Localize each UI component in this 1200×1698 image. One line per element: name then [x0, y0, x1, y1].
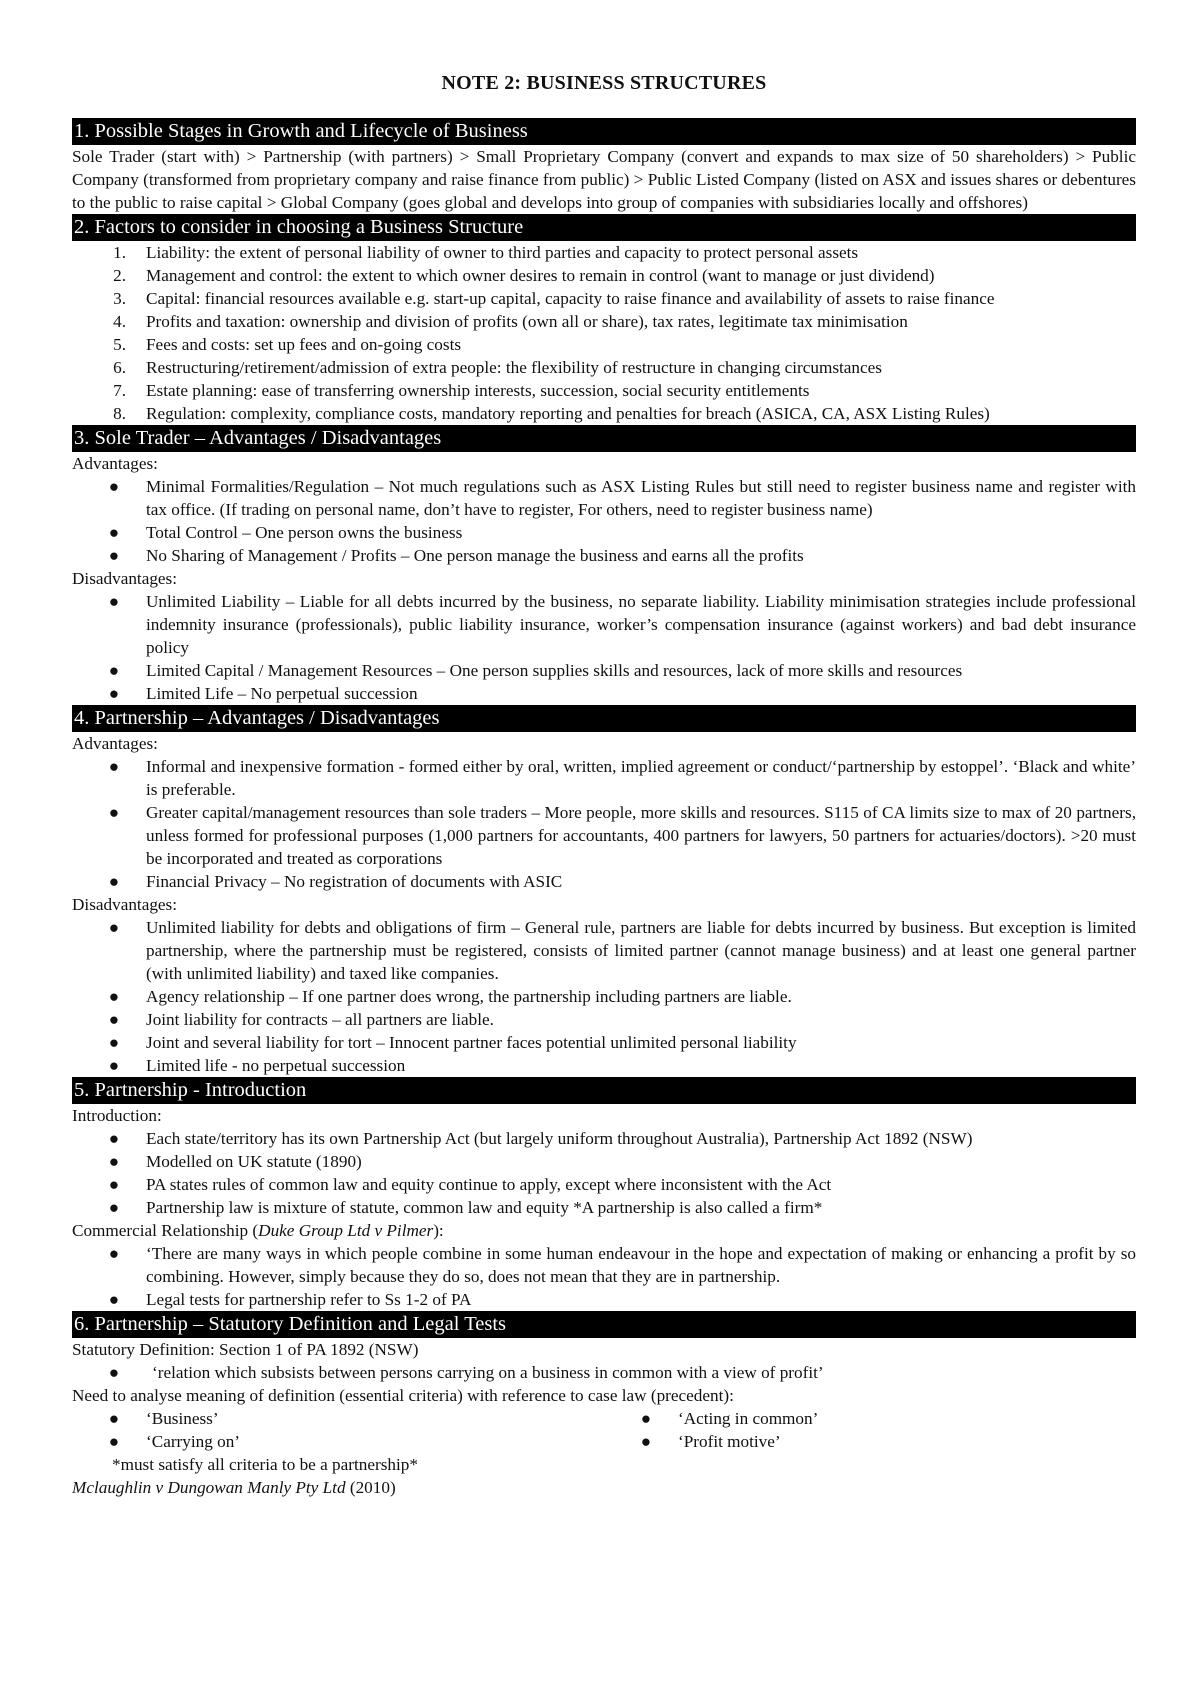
bullet-icon: ●	[108, 661, 120, 680]
introduction-label: Introduction:	[72, 1106, 162, 1125]
page-title: NOTE 2: BUSINESS STRUCTURES	[441, 72, 767, 94]
list-item: ● Each state/territory has its own Partnership Act (but largely uniform throughout Australia), Partnership Act 1892 (NSW)	[108, 1129, 973, 1148]
list-item: ● Greater capital/management resources than sole traders – More people, more skills and resources. S115 of CA limits size to max of 20 partners, unless formed for professional purposes (1,000 partners for accountants, 400 partners for lawyers, 50 partners for actuaries/doctors). >20 must be incorporated and treated as corporations	[108, 803, 1136, 868]
commercial-relationship-list	[72, 1242, 1136, 1311]
advantages-label: Advantages:	[72, 454, 158, 473]
list-item: ● Financial Privacy – No registration of documents with ASIC	[108, 872, 563, 891]
list-item: ● Unlimited Liability – Liable for all debts incurred by the business, no separate liability. Liability minimisation strategies include professional indemnity insurance (professionals), public liability insurance, worker’s compensation insurance (against workers) and bad debt insurance policy	[108, 592, 1136, 657]
list-item: ● Minimal Formalities/Regulation – Not much regulations such as ASX Listing Rules but still need to register business name and register with tax office. (If trading on personal name, don’t have to register, For others, need to register business name)	[108, 477, 1136, 519]
list-item: ● Limited Capital / Management Resources – One person supplies skills and resources, lack of more skills and resources	[108, 661, 963, 680]
list-item: ● No Sharing of Management / Profits – One person manage the business and earns all the profits	[108, 546, 804, 565]
bullet-icon: ●	[108, 684, 120, 703]
factor-item: 6. Restructuring/retirement/admission of extra people: the flexibility of restructure in changing circumstances	[113, 358, 882, 377]
section-1-header: 1. Possible Stages in Growth and Lifecycle of Business	[72, 118, 1136, 145]
case-name: Duke Group Ltd v Pilmer	[258, 1221, 434, 1240]
document-page	[72, 70, 1136, 1499]
section-5-header: 5. Partnership - Introduction	[72, 1077, 1136, 1104]
statutory-definition-list	[72, 1361, 1136, 1384]
bullet-icon: ●	[640, 1432, 652, 1451]
bullet-icon: ●	[108, 1010, 120, 1029]
list-item: ● Limited life - no perpetual succession	[108, 1056, 406, 1075]
bullet-icon: ●	[108, 523, 120, 542]
bullet-icon: ●	[108, 1152, 120, 1171]
section-1-text: Sole Trader (start with) > Partnership (with partners) > Small Proprietary Company (convert and expands to max size of 50 shareholders) > Public Company (transformed from proprietary company and raise finance from public) > Public Listed Company (listed on ASX and issues shares or debentures to the public to raise capital > Global Company (goes global and develops into group of companies with subsidiaries locally and offshores)	[72, 147, 1136, 212]
criteria-list-left	[72, 1407, 604, 1453]
introduction-list	[72, 1127, 1136, 1219]
bullet-icon: ●	[108, 1432, 120, 1451]
list-item: ● ‘There are many ways in which people combine in some human endeavour in the hope and expectation of making or enhancing a profit by so combining. However, simply because they do so, does not mean that they are in partnership.	[108, 1244, 1136, 1286]
list-item: ● PA states rules of common law and equity continue to apply, except where inconsistent with the Act	[108, 1175, 832, 1194]
sole-trader-advantages-list	[72, 475, 1136, 567]
bullet-icon: ●	[108, 803, 120, 822]
bullet-icon: ●	[108, 1198, 120, 1217]
bullet-icon: ●	[108, 918, 120, 937]
bullet-icon: ●	[108, 1244, 120, 1263]
list-item: ● Partnership law is mixture of statute, common law and equity *A partnership is also called a firm*	[108, 1198, 823, 1217]
factor-item: 2. Management and control: the extent to which owner desires to remain in control (want to manage or just dividend)	[113, 266, 935, 285]
factor-item: 3. Capital: financial resources available e.g. start-up capital, capacity to raise finance and availability of assets to raise finance	[113, 289, 995, 308]
bullet-icon: ●	[108, 757, 120, 776]
factor-item: 4. Profits and taxation: ownership and division of profits (own all or share), tax rates, legitimate tax minimisation	[113, 312, 908, 331]
case-name: Mclaughlin v Dungowan Manly Pty Ltd	[72, 1478, 346, 1497]
commercial-relationship-label: Commercial Relationship (Duke Group Ltd v Pilmer):	[72, 1221, 444, 1240]
bullet-icon: ●	[640, 1409, 652, 1428]
partnership-disadvantages-list	[72, 916, 1136, 1077]
factor-item: 5. Fees and costs: set up fees and on-going costs	[113, 335, 462, 354]
bullet-icon: ●	[108, 477, 120, 496]
list-item: ● ‘Carrying on’	[108, 1432, 241, 1451]
list-item: ● ‘Business’	[108, 1409, 219, 1428]
criteria-list-right	[604, 1407, 1136, 1453]
list-item: ● Modelled on UK statute (1890)	[108, 1152, 362, 1171]
advantages-label: Advantages:	[72, 734, 158, 753]
section-3-header: 3. Sole Trader – Advantages / Disadvantages	[72, 425, 1136, 452]
list-item: ● Limited Life – No perpetual succession	[108, 684, 418, 703]
bullet-icon: ●	[108, 592, 120, 611]
case-citation: Mclaughlin v Dungowan Manly Pty Ltd (2010)	[72, 1478, 396, 1497]
bullet-icon: ●	[108, 1290, 120, 1309]
list-item: ● Joint liability for contracts – all partners are liable.	[108, 1010, 494, 1029]
analyse-text: Need to analyse meaning of definition (essential criteria) with reference to case law (precedent):	[72, 1386, 734, 1405]
factor-item: 7. Estate planning: ease of transferring ownership interests, succession, social security entitlements	[113, 381, 810, 400]
list-item: ● ‘relation which subsists between persons carrying on a business in common with a view of profit’	[108, 1363, 824, 1382]
bullet-icon: ●	[108, 872, 120, 891]
bullet-icon: ●	[108, 546, 120, 565]
list-item: ● Legal tests for partnership refer to Ss 1-2 of PA	[108, 1290, 472, 1309]
section-2-header: 2. Factors to consider in choosing a Business Structure	[72, 214, 1136, 241]
sole-trader-disadvantages-list	[72, 590, 1136, 705]
bullet-icon: ●	[108, 1033, 120, 1052]
bullet-icon: ●	[108, 1363, 120, 1382]
bullet-icon: ●	[108, 1175, 120, 1194]
list-item: ● ‘Acting in common’	[640, 1409, 819, 1428]
disadvantages-label: Disadvantages:	[72, 569, 178, 588]
partnership-advantages-list	[72, 755, 1136, 893]
list-item: ● Total Control – One person owns the business	[108, 523, 463, 542]
criteria-note: *must satisfy all criteria to be a partnership*	[112, 1455, 418, 1474]
section-4-header: 4. Partnership – Advantages / Disadvantages	[72, 705, 1136, 732]
bullet-icon: ●	[108, 1409, 120, 1428]
bullet-icon: ●	[108, 1056, 120, 1075]
list-item: ● Agency relationship – If one partner does wrong, the partnership including partners are liable.	[108, 987, 792, 1006]
list-item: ● Unlimited liability for debts and obligations of firm – General rule, partners are liable for debts incurred by business. But exception is limited partnership, where the partnership must be registered, consists of limited partner (cannot manage business) and at least one general partner (with unlimited liability) and taxed like companies.	[108, 918, 1136, 983]
bullet-icon: ●	[108, 987, 120, 1006]
factors-list	[72, 241, 1136, 425]
list-item: ● Informal and inexpensive formation - formed either by oral, written, implied agreement or conduct/‘partnership by estoppel’. ‘Black and white’ is preferable.	[108, 757, 1136, 799]
list-item: ● ‘Profit motive’	[640, 1432, 781, 1451]
statutory-definition-label: Statutory Definition: Section 1 of PA 1892 (NSW)	[72, 1340, 419, 1359]
criteria-columns	[72, 1407, 1136, 1453]
disadvantages-label: Disadvantages:	[72, 895, 178, 914]
factor-item: 1. Liability: the extent of personal liability of owner to third parties and capacity to protect personal assets	[113, 243, 859, 262]
section-6-header: 6. Partnership – Statutory Definition and Legal Tests	[72, 1311, 1136, 1338]
list-item: ● Joint and several liability for tort – Innocent partner faces potential unlimited personal liability	[108, 1033, 797, 1052]
bullet-icon: ●	[108, 1129, 120, 1148]
factor-item: 8. Regulation: complexity, compliance costs, mandatory reporting and penalties for breach (ASICA, CA, ASX Listing Rules)	[113, 404, 990, 423]
